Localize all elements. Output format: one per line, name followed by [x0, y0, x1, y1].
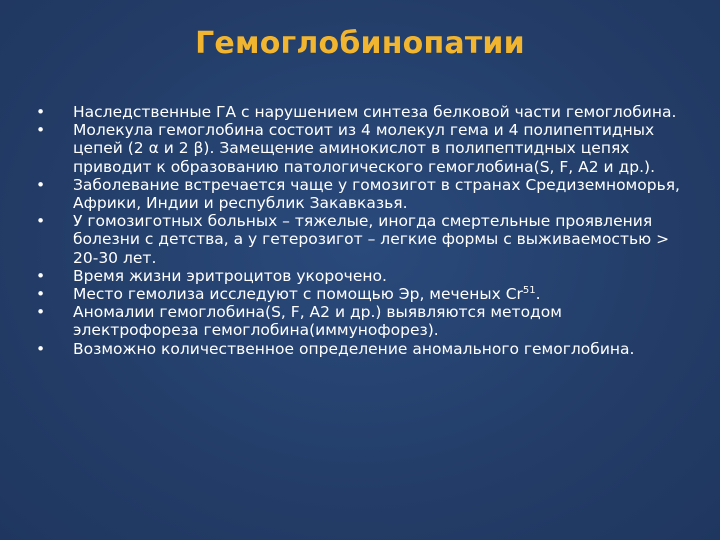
list-item [36, 340, 686, 358]
list-item [36, 176, 686, 212]
list-item [36, 303, 686, 339]
isotope-text-prefix: Место гемолиза исследуют с помощью Эр, меченых Cr [73, 285, 523, 304]
bullet-dot-icon: • [36, 266, 46, 285]
list-item [36, 267, 686, 285]
bullet-dot-icon: • [36, 103, 46, 121]
slide-title: Гемоглобинопатии [195, 26, 525, 61]
bullet-text [73, 285, 541, 303]
list-item [36, 212, 686, 267]
isotope-text-suffix: . [535, 285, 541, 304]
bullet-text: Время жизни эритроцитов укорочено. [73, 266, 387, 285]
bullet-dot-icon: • [36, 339, 46, 358]
list-item [36, 103, 686, 121]
bullet-dot-icon: • [36, 285, 46, 304]
bullet-text: Возможно количественное определение аномального гемоглобина. [73, 339, 635, 358]
bullet-dot-icon: • [36, 121, 46, 140]
list-item [36, 121, 686, 176]
list-item [36, 285, 686, 303]
bullet-text: Наследственные ГА с нарушением синтеза белковой части гемоглобина. [73, 103, 677, 121]
isotope-superscript: 51 [522, 285, 536, 297]
bullet-text: У гомозиготных больных – тяжелые, иногда смертельные проявления болезни с детства, а у гетерозигот – легкие формы с выживаемостью > 20-30 лет. [73, 212, 670, 267]
bullet-dot-icon: • [36, 175, 46, 194]
bullet-list [36, 103, 686, 358]
bullet-text: Молекула гемоглобина состоит из 4 молекул гема и 4 полипептидных цепей (2 α и 2 β). Замещение аминокислот в полипептидных цепях приводит к образованию патологического гемоглобина(S, F, A2 и др.). [73, 121, 655, 176]
bullet-dot-icon: • [36, 303, 46, 322]
bullet-text: Аномалии гемоглобина(S, F, A2 и др.) выявляются методом электрофореза гемоглобина(иммунофорез). [73, 303, 562, 340]
bullet-text: Заболевание встречается чаще у гомозигот в странах Средиземноморья, Африки, Индии и республик Закавказья. [73, 175, 680, 213]
bullet-dot-icon: • [36, 212, 46, 231]
